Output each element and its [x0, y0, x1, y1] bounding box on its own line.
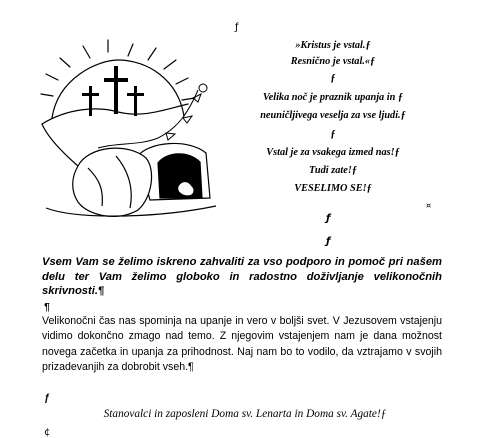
- sun-ray: [128, 44, 133, 56]
- leaf: [183, 116, 192, 123]
- hill-slope: [42, 124, 78, 166]
- left-cross-beam: [82, 93, 99, 96]
- poem-line: ƒ: [330, 73, 336, 84]
- vine: [98, 90, 198, 148]
- poem-line: VESELIMO SE!ƒ: [294, 183, 372, 194]
- sun-ray: [148, 48, 156, 60]
- center-cross-post: [114, 66, 118, 114]
- poem-line: Velika noč je praznik upanja in ƒ: [262, 92, 404, 103]
- end-mark: ¢: [44, 427, 51, 438]
- paragraph-mark: ƒ: [235, 22, 239, 33]
- rolled-away-stone: [73, 148, 152, 216]
- sun-ray: [46, 74, 58, 80]
- calvary-empty-tomb-illustration: [38, 38, 218, 228]
- empty-paragraph-mark: ƒ: [326, 236, 331, 247]
- left-cross-post: [89, 86, 92, 116]
- poem-line: Vstal je za vsakega izmed nas!ƒ: [266, 147, 400, 158]
- sun-ray: [41, 94, 53, 96]
- center-cross-beam: [104, 78, 128, 82]
- poem-line: neuničljivega veselja za vse ljudi.ƒ: [260, 110, 406, 121]
- sun-ray: [164, 60, 176, 69]
- sun-ray: [83, 46, 90, 58]
- margin-mark: ¤: [426, 201, 432, 210]
- body-paragraph: Velikonočni čas nas spominja na upanje in vero v boljši svet. V Jezusovem vstajenju vidimo dokončno zmago nad temo. Z njegovim vstajenjem nam je dana možnost novega začetka in upanja za prihodnost. Naj nam bo to vodilo, da vztrajamo v svojih prizadevanjih za dobrobit vseh.¶: [42, 315, 442, 374]
- right-cross-post: [134, 86, 137, 116]
- signature-line: Stanovalci in zaposleni Doma sv. Lenarta in Doma sv. Agate!ƒ: [103, 408, 387, 420]
- greeting-paragraph: Vsem Vam se želimo iskreno zahvaliti za vso podporo in pomoč pri našem delu ter Vam želimo globoko in radostno doživljanje velikonočnih skrivnosti.¶: [42, 256, 442, 297]
- sun-ray: [60, 58, 70, 67]
- poem-line: Tudi zate!ƒ: [309, 165, 357, 176]
- leaf: [166, 133, 175, 140]
- poem-line: Resnično je vstal.«ƒ: [290, 56, 376, 67]
- paragraph-mark: ƒ: [44, 393, 50, 404]
- poem-line: ƒ: [330, 129, 336, 140]
- right-cross-beam: [127, 93, 144, 96]
- empty-paragraph-mark: ƒ: [326, 213, 331, 224]
- flower: [199, 84, 207, 92]
- pilcrow-mark: ¶: [44, 302, 50, 313]
- poem-line: »Kristus je vstal.ƒ: [295, 40, 371, 51]
- sun-ray: [176, 78, 188, 84]
